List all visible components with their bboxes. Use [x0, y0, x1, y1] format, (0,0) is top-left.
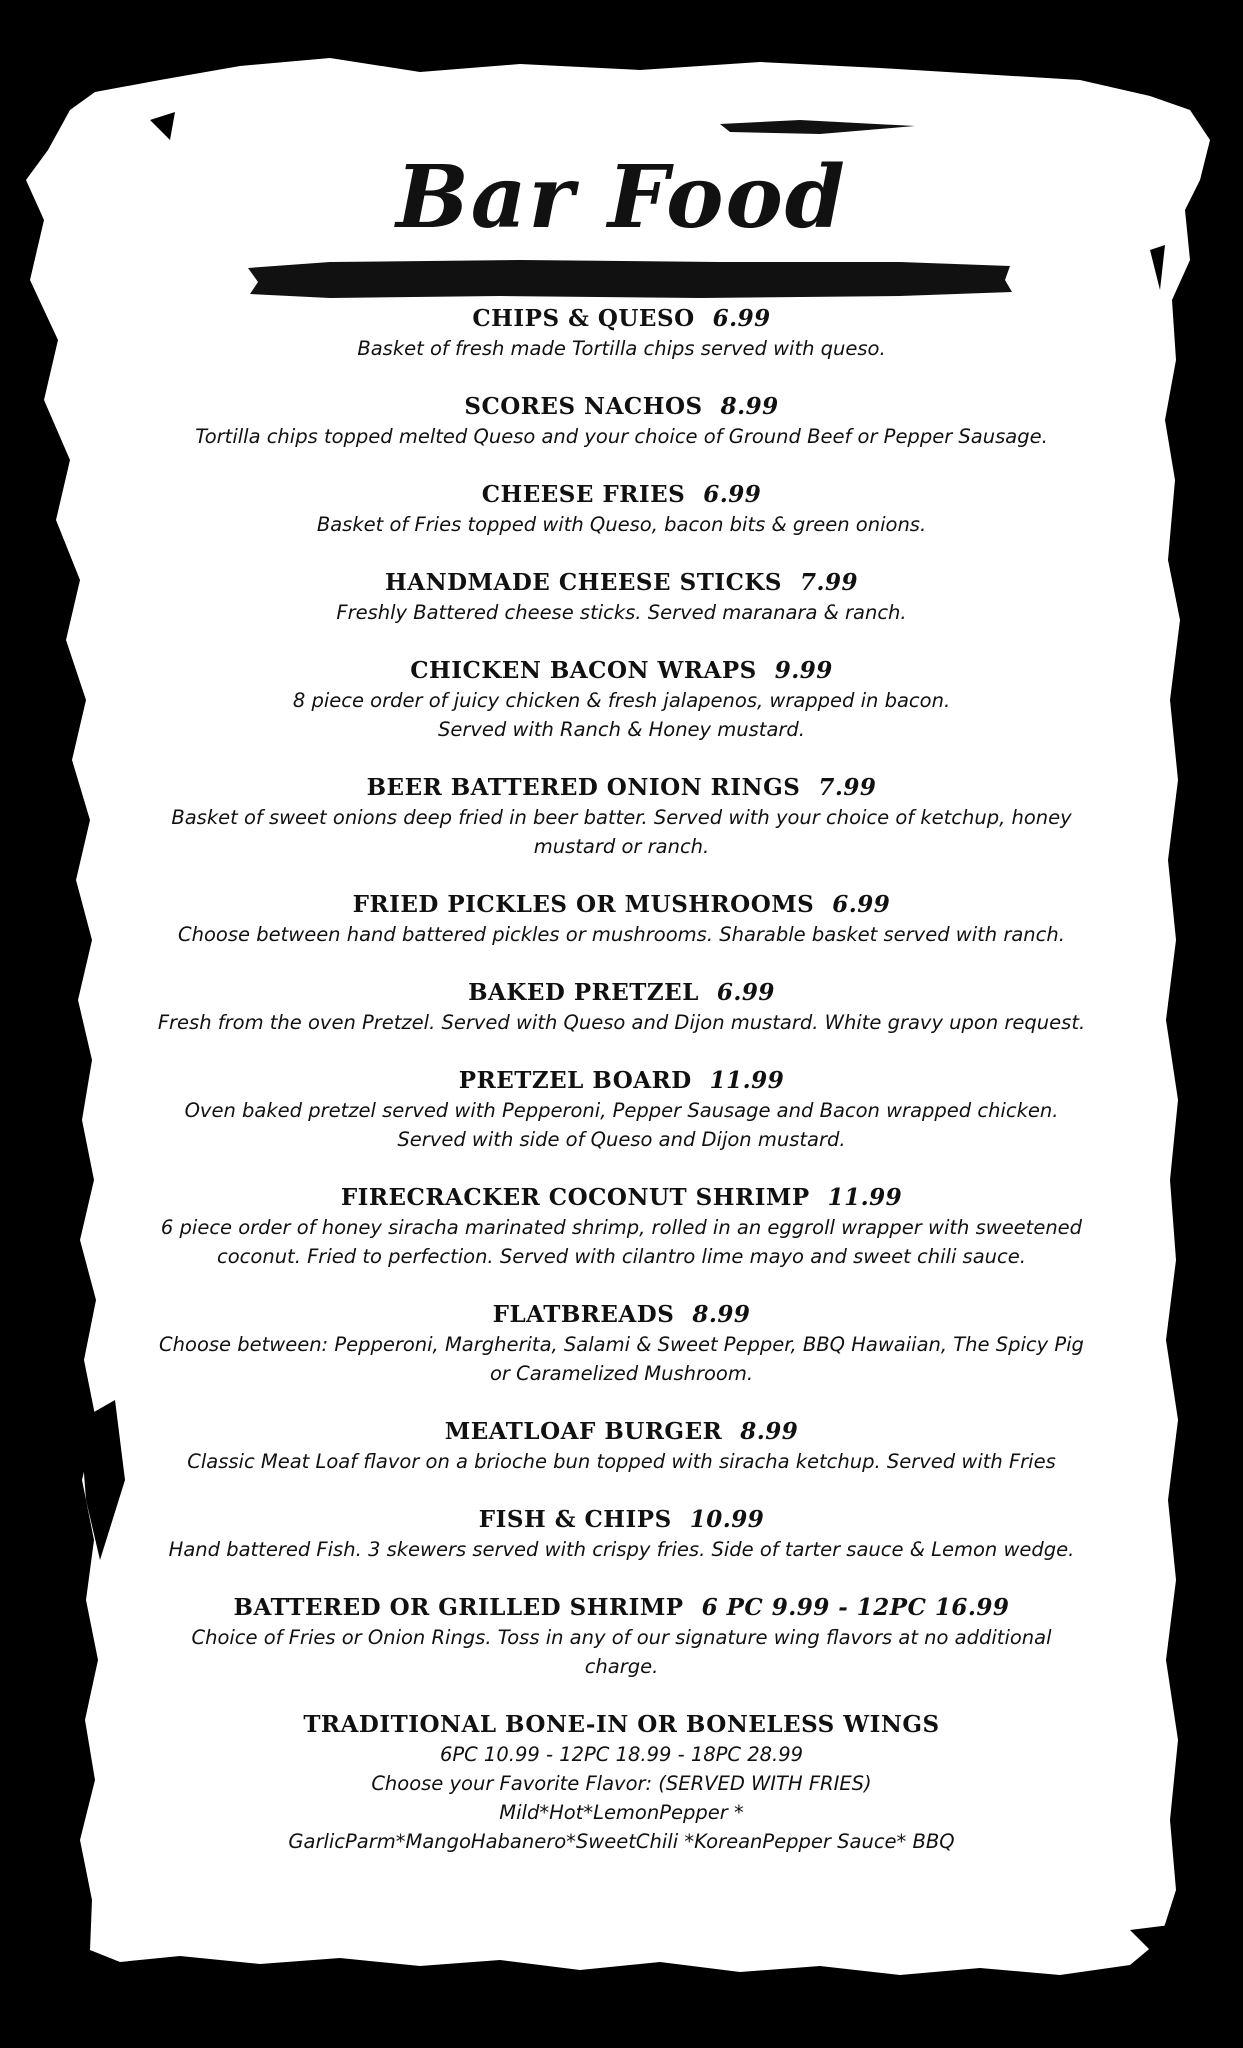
menu-item-heading [100, 392, 1143, 422]
menu-item-heading [100, 304, 1143, 334]
menu-item [100, 773, 1143, 861]
menu-item-name: CHIPS & QUESO [472, 305, 695, 332]
menu-item-heading [100, 568, 1143, 598]
menu [100, 148, 1143, 1885]
menu-item-description: 6 piece order of honey siracha marinated shrimp, rolled in an eggroll wrapper with sweetened coconut. Fried to perfection. Served with cilantro lime mayo and sweet chili sauce. [160, 1216, 1083, 1268]
menu-item-price: 6.99 [716, 979, 775, 1006]
menu-item-price: 6.99 [703, 481, 762, 508]
menu-item-heading [100, 480, 1143, 510]
menu-item-heading [100, 656, 1143, 686]
menu-item-description: Basket of sweet onions deep fried in beer batter. Served with your choice of ketchup, honey mustard or ranch. [171, 806, 1072, 858]
menu-item-name: PRETZEL BOARD [458, 1067, 692, 1094]
menu-item-description: Fresh from the oven Pretzel. Served with Queso and Dijon mustard. White gravy upon request. [157, 1011, 1086, 1034]
menu-item-price: 11.99 [709, 1067, 785, 1094]
menu-item-heading [100, 1417, 1143, 1447]
menu-item [100, 1066, 1143, 1154]
menu-item-name: MEATLOAF BURGER [444, 1418, 723, 1445]
menu-item-description: Choose between: Pepperoni, Margherita, Salami & Sweet Pepper, BBQ Hawaiian, The Spicy Pig or Caramelized Mushroom. [159, 1333, 1084, 1385]
menu-item-name: SCORES NACHOS [464, 393, 703, 420]
title-divider [100, 248, 1143, 304]
menu-item [100, 304, 1143, 363]
menu-item-description: Choice of Fries or Onion Rings. Toss in any of our signature wing flavors at no additional charge. [191, 1626, 1052, 1678]
menu-item-description: Basket of fresh made Tortilla chips served with queso. [357, 337, 886, 360]
menu-item-description: Classic Meat Loaf flavor on a brioche bun topped with siracha ketchup. Served with Fries [187, 1450, 1056, 1473]
menu-item-price: 9.99 [774, 657, 833, 684]
menu-item [100, 392, 1143, 451]
menu-item [100, 978, 1143, 1037]
menu-item-name: TRADITIONAL BONE-IN OR BONELESS WINGS [303, 1711, 940, 1738]
menu-item-price: 8.99 [740, 1418, 799, 1445]
menu-item [100, 1417, 1143, 1476]
menu-item-name: BATTERED OR GRILLED SHRIMP [233, 1594, 684, 1621]
menu-item-description: 8 piece order of juicy chicken & fresh jalapenos, wrapped in bacon. Served with Ranch & Honey mustard. [292, 689, 951, 741]
menu-item-name: HANDMADE CHEESE STICKS [385, 569, 782, 596]
menu-items [100, 304, 1143, 1856]
menu-item-name: FLATBREADS [492, 1301, 675, 1328]
menu-item-heading [100, 1300, 1143, 1330]
menu-item-description: Oven baked pretzel served with Pepperoni, Pepper Sausage and Bacon wrapped chicken. Served with side of Queso and Dijon mustard. [184, 1099, 1059, 1151]
menu-item-description: 6PC 10.99 - 12PC 18.99 - 18PC 28.99 Choose your Favorite Flavor: (SERVED WITH FRIES) Mild*Hot*LemonPepper * GarlicParm*MangoHabanero*SweetChili *KoreanPepper Sauce* BBQ [288, 1743, 955, 1853]
menu-item-heading [100, 773, 1143, 803]
menu-title: Bar Food [396, 147, 847, 248]
menu-item-heading [100, 890, 1143, 920]
menu-item-name: FISH & CHIPS [478, 1506, 672, 1533]
menu-item-price: 6.99 [832, 891, 891, 918]
menu-item-description: Hand battered Fish. 3 skewers served with crispy fries. Side of tarter sauce & Lemon wedge. [168, 1538, 1075, 1561]
menu-item [100, 480, 1143, 539]
menu-item-price: 8.99 [692, 1301, 751, 1328]
menu-item-price: 11.99 [827, 1184, 903, 1211]
menu-item [100, 568, 1143, 627]
menu-item-name: FRIED PICKLES OR MUSHROOMS [352, 891, 815, 918]
menu-item-heading [100, 1183, 1143, 1213]
menu-item [100, 1505, 1143, 1564]
menu-item-heading [100, 1066, 1143, 1096]
menu-item-heading [100, 1505, 1143, 1535]
menu-item-description: Freshly Battered cheese sticks. Served maranara & ranch. [336, 601, 907, 624]
menu-item-name: FIRECRACKER COCONUT SHRIMP [340, 1184, 810, 1211]
menu-item-heading [100, 1593, 1143, 1623]
menu-item-heading [100, 978, 1143, 1008]
menu-item [100, 1300, 1143, 1388]
menu-item-name: CHEESE FRIES [481, 481, 686, 508]
menu-item-price: 6.99 [712, 305, 771, 332]
menu-item-description: Tortilla chips topped melted Queso and your choice of Ground Beef or Pepper Sausage. [195, 425, 1048, 448]
menu-item-price: 7.99 [818, 774, 877, 801]
menu-item [100, 656, 1143, 744]
menu-item-name: CHICKEN BACON WRAPS [410, 657, 757, 684]
menu-item-name: BEER BATTERED ONION RINGS [366, 774, 801, 801]
menu-item-description: Choose between hand battered pickles or mushrooms. Sharable basket served with ranch. [178, 923, 1065, 946]
menu-item-price: 8.99 [720, 393, 779, 420]
menu-item-price: 6 PC 9.99 - 12PC 16.99 [701, 1594, 1010, 1621]
menu-item [100, 1593, 1143, 1681]
menu-item-heading [100, 1710, 1143, 1740]
menu-item [100, 1710, 1143, 1856]
menu-item-price: 10.99 [689, 1506, 765, 1533]
menu-item-price: 7.99 [799, 569, 858, 596]
menu-item [100, 1183, 1143, 1271]
menu-item-description: Basket of Fries topped with Queso, bacon bits & green onions. [316, 513, 927, 536]
menu-item [100, 890, 1143, 949]
menu-item-name: BAKED PRETZEL [468, 979, 699, 1006]
